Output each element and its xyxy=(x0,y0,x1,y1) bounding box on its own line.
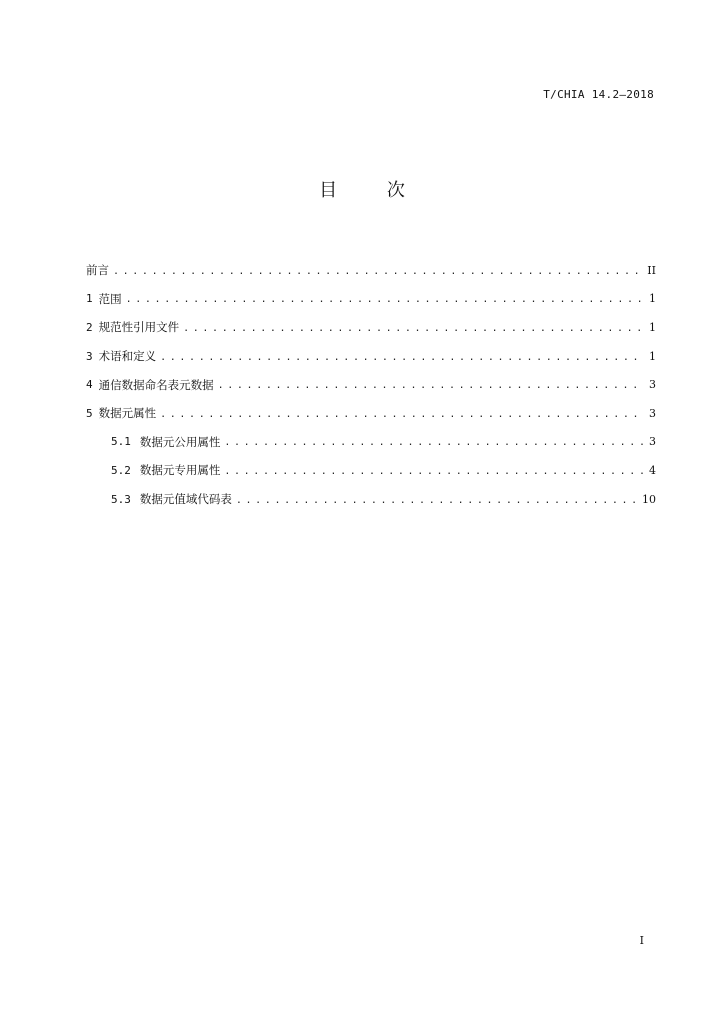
toc-entry-label: 术语和定义 xyxy=(98,349,157,364)
toc-entry-number: 4 xyxy=(86,378,93,392)
toc-entry-page: 1 xyxy=(649,292,656,306)
toc-entry-terms-definitions[interactable] xyxy=(86,342,656,371)
toc-entry-scope[interactable] xyxy=(86,285,656,314)
toc-entry-normative-references[interactable] xyxy=(86,313,656,342)
toc-entry-page: II xyxy=(647,263,656,277)
toc-title: 目 次 xyxy=(319,180,427,201)
toc-entry-page: 4 xyxy=(649,463,656,477)
toc-entry-naming-table-metadata[interactable] xyxy=(86,370,656,399)
toc-entry-number: 5.3 xyxy=(111,492,131,506)
toc-entry-value-domain-code-table[interactable] xyxy=(86,485,656,514)
toc-entry-number: 5.1 xyxy=(111,435,131,449)
dot-leader xyxy=(224,437,644,448)
page-number: I xyxy=(639,934,644,947)
toc-entry-page: 3 xyxy=(649,378,656,392)
dot-leader xyxy=(218,380,644,391)
toc-entry-number: 5 xyxy=(86,406,93,420)
toc-entry-label: 规范性引用文件 xyxy=(98,320,180,335)
toc-entry-number: 3 xyxy=(86,349,93,363)
dot-leader xyxy=(126,294,644,305)
toc-entry-page: 3 xyxy=(649,435,656,449)
toc-entry-label: 通信数据命名表元数据 xyxy=(98,377,214,392)
toc-entry-label: 数据元公用属性 xyxy=(139,434,221,449)
dot-leader xyxy=(113,266,643,277)
dot-leader xyxy=(236,495,638,506)
dot-leader xyxy=(224,466,644,477)
toc-entry-label: 数据元属性 xyxy=(98,406,157,421)
toc-entry-data-element-attributes[interactable] xyxy=(86,399,656,428)
toc-entry-label: 数据元专用属性 xyxy=(139,463,221,478)
toc-entry-number: 1 xyxy=(86,292,93,306)
toc-entry-label: 数据元值域代码表 xyxy=(139,492,232,507)
dot-leader xyxy=(160,409,644,420)
dot-leader xyxy=(160,352,644,363)
toc-entry-page: 1 xyxy=(649,349,656,363)
toc-entry-page: 1 xyxy=(649,320,656,334)
toc-entry-common-attributes[interactable] xyxy=(86,428,656,457)
toc-entry-page: 3 xyxy=(649,406,656,420)
toc-entry-number: 2 xyxy=(86,320,93,334)
toc-entry-number: 5.2 xyxy=(111,463,131,477)
toc-entry-foreword[interactable] xyxy=(86,256,656,285)
toc-entry-label: 范围 xyxy=(98,291,122,306)
toc-entry-label: 前言 xyxy=(86,263,109,278)
toc-entry-page: 10 xyxy=(642,492,656,506)
toc-entry-specific-attributes[interactable] xyxy=(86,456,656,485)
table-of-contents xyxy=(86,256,656,513)
standard-code: T/CHIA 14.2—2018 xyxy=(543,88,654,101)
dot-leader xyxy=(183,323,644,334)
